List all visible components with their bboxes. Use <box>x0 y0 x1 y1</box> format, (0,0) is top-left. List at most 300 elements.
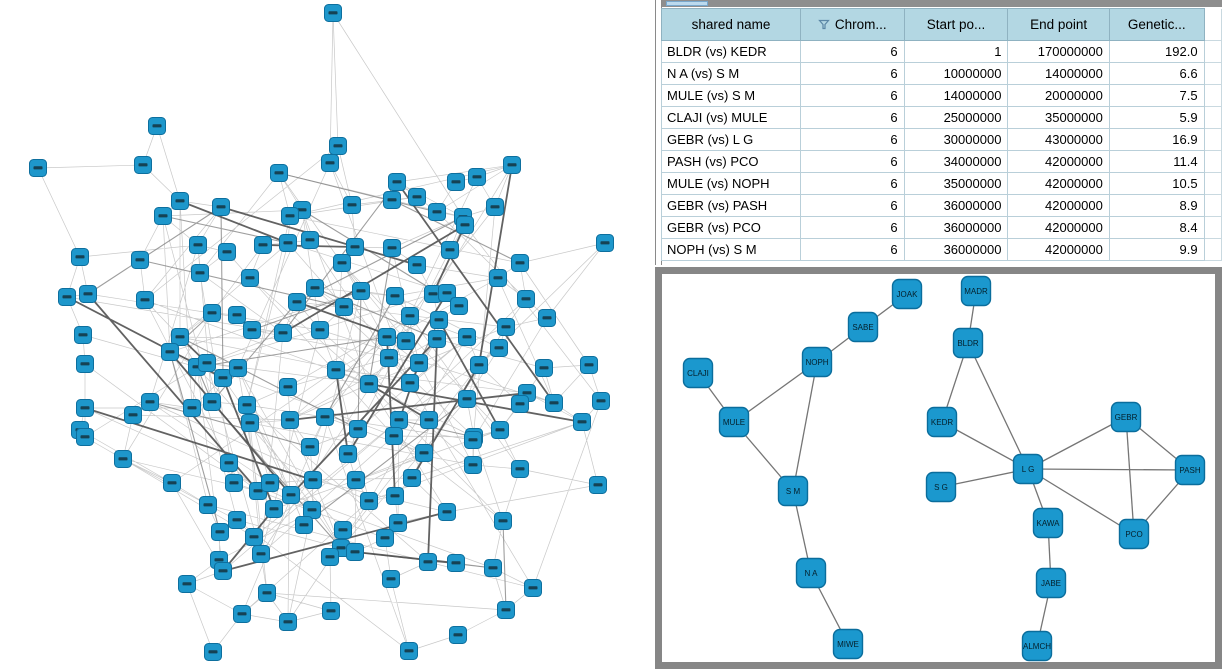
network-node[interactable] <box>450 627 467 644</box>
node-label-smudge <box>597 399 606 402</box>
node-label-smudge <box>159 214 168 217</box>
node-label-smudge <box>406 314 415 317</box>
network-node[interactable] <box>323 603 340 620</box>
cell-value[interactable]: 170000000 <box>1008 41 1109 63</box>
network-node[interactable] <box>305 472 322 489</box>
network-node[interactable] <box>149 118 166 135</box>
network-node[interactable] <box>330 138 347 155</box>
node-label-smudge <box>321 415 330 418</box>
cell-value[interactable]: 42000000 <box>1008 151 1109 173</box>
network-node[interactable] <box>322 549 339 566</box>
node-label-smudge <box>391 294 400 297</box>
table-row[interactable] <box>662 151 1222 173</box>
network-node[interactable] <box>384 192 401 209</box>
network-node[interactable] <box>242 415 259 432</box>
network-node[interactable] <box>431 312 448 329</box>
cell-value[interactable]: 6 <box>801 129 905 151</box>
network-node[interactable] <box>282 208 299 225</box>
table-row[interactable] <box>662 173 1222 195</box>
node-label: KEDR <box>930 418 954 427</box>
cell-value[interactable]: 6.6 <box>1109 63 1204 85</box>
node-label-smudge <box>429 292 438 295</box>
network-node[interactable] <box>546 395 563 412</box>
network-node[interactable] <box>485 560 502 577</box>
node-label-smudge <box>473 175 482 178</box>
network-node[interactable] <box>280 235 297 252</box>
cell-shared-name[interactable]: MULE (vs) S M <box>662 85 801 107</box>
cell-value[interactable]: 7.5 <box>1109 85 1204 107</box>
mini-node-gebr[interactable] <box>1112 403 1141 432</box>
network-node[interactable] <box>390 515 407 532</box>
network-node[interactable] <box>135 157 152 174</box>
network-node[interactable] <box>448 174 465 191</box>
network-node[interactable] <box>271 165 288 182</box>
network-node[interactable] <box>172 193 189 210</box>
network-node[interactable] <box>212 524 229 541</box>
cell-shared-name[interactable]: GEBR (vs) PCO <box>662 217 801 239</box>
mini-node-l-g[interactable] <box>1014 455 1043 484</box>
column-header-label: Genetic... <box>1127 17 1186 32</box>
network-node[interactable] <box>361 493 378 510</box>
mini-edge-LG-PASH[interactable] <box>1028 469 1190 470</box>
network-node[interactable] <box>381 350 398 367</box>
cell-value[interactable]: 30000000 <box>904 129 1008 151</box>
network-node[interactable] <box>459 329 476 346</box>
mini-node-claji[interactable] <box>684 359 713 388</box>
cell-value[interactable]: 10.5 <box>1109 173 1204 195</box>
mini-node-madr[interactable] <box>962 277 991 306</box>
network-node[interactable] <box>402 308 419 325</box>
network-node[interactable] <box>229 307 246 324</box>
cell-shared-name[interactable]: CLAJI (vs) MULE <box>662 107 801 129</box>
mini-node-joak[interactable] <box>893 280 922 309</box>
edge-attribute-table <box>661 8 1222 261</box>
network-node[interactable] <box>442 242 459 259</box>
network-node[interactable] <box>409 257 426 274</box>
node-label: PASH <box>1179 466 1201 475</box>
network-node[interactable] <box>317 409 334 426</box>
node-label-smudge <box>326 161 335 164</box>
network-node[interactable] <box>75 327 92 344</box>
network-node[interactable] <box>213 199 230 216</box>
network-node[interactable] <box>253 546 270 563</box>
network-node[interactable] <box>307 280 324 297</box>
cell-value[interactable]: 14000000 <box>904 85 1008 107</box>
network-node[interactable] <box>296 517 313 534</box>
network-node[interactable] <box>242 270 259 287</box>
cell-value[interactable]: 14000000 <box>1008 63 1109 85</box>
network-node[interactable] <box>334 255 351 272</box>
network-node[interactable] <box>487 199 504 216</box>
cell-value[interactable]: 10000000 <box>904 63 1008 85</box>
network-node[interactable] <box>379 329 396 346</box>
cell-shared-name[interactable]: PASH (vs) PCO <box>662 151 801 173</box>
node-label-smudge <box>266 481 275 484</box>
network-node[interactable] <box>283 487 300 504</box>
node-label-smudge <box>348 203 357 206</box>
column-header-start-po---[interactable] <box>904 9 1008 41</box>
network-node[interactable] <box>498 319 515 336</box>
network-node[interactable] <box>421 412 438 429</box>
cell-value[interactable]: 6 <box>801 239 905 261</box>
network-node[interactable] <box>448 555 465 572</box>
node-label-smudge <box>489 566 498 569</box>
mini-node-noph[interactable] <box>803 348 832 377</box>
cell-value[interactable]: 8.9 <box>1109 195 1204 217</box>
node-label-smudge <box>455 304 464 307</box>
network-node[interactable] <box>518 291 535 308</box>
network-node[interactable] <box>179 576 196 593</box>
network-node[interactable] <box>142 394 159 411</box>
network-node[interactable] <box>340 446 357 463</box>
network-node[interactable] <box>72 249 89 266</box>
network-node[interactable] <box>386 428 403 445</box>
network-node[interactable] <box>387 288 404 305</box>
network-node[interactable] <box>244 322 261 339</box>
node-label: SABE <box>852 323 874 332</box>
network-node[interactable] <box>490 270 507 287</box>
network-node[interactable] <box>512 396 529 413</box>
column-header-label: Start po... <box>926 17 986 32</box>
mini-node-kawa[interactable] <box>1034 509 1063 538</box>
network-node[interactable] <box>491 340 508 357</box>
node-label-smudge <box>219 569 228 572</box>
node-label-smudge <box>390 434 399 437</box>
node-label-smudge <box>254 489 263 492</box>
network-node[interactable] <box>289 294 306 311</box>
network-node[interactable] <box>353 283 370 300</box>
network-node[interactable] <box>80 286 97 303</box>
mini-node-jabe[interactable] <box>1037 569 1066 598</box>
mini-node-miwe[interactable] <box>834 630 863 659</box>
network-node[interactable] <box>204 394 221 411</box>
node-label-smudge <box>300 523 309 526</box>
mini-node-bldr[interactable] <box>954 329 983 358</box>
network-node[interactable] <box>266 501 283 518</box>
network-node[interactable] <box>465 432 482 449</box>
node-label-smudge <box>543 316 552 319</box>
cell-value[interactable]: 42000000 <box>1008 217 1109 239</box>
node-label-smudge <box>550 401 559 404</box>
network-node[interactable] <box>429 331 446 348</box>
network-node[interactable] <box>512 255 529 272</box>
cell-value[interactable]: 16.9 <box>1109 129 1204 151</box>
network-node[interactable] <box>347 239 364 256</box>
node-label-smudge <box>326 555 335 558</box>
table-row[interactable] <box>662 129 1222 151</box>
cell-value[interactable]: 36000000 <box>904 239 1008 261</box>
network-node[interactable] <box>350 421 367 438</box>
cell-value[interactable]: 6 <box>801 41 905 63</box>
mini-node-pco[interactable] <box>1120 520 1149 549</box>
mini-node-sabe[interactable] <box>849 313 878 342</box>
node-label-smudge <box>263 591 272 594</box>
node-label-smudge <box>491 205 500 208</box>
cell-value[interactable]: 6 <box>801 173 905 195</box>
cell-value[interactable]: 6 <box>801 85 905 107</box>
node-label-smudge <box>306 445 315 448</box>
network-node[interactable] <box>184 400 201 417</box>
node-label-smudge <box>284 385 293 388</box>
network-node[interactable] <box>391 412 408 429</box>
cell-value[interactable]: 11.4 <box>1109 151 1204 173</box>
network-node[interactable] <box>200 497 217 514</box>
network-node[interactable] <box>344 197 361 214</box>
network-node[interactable] <box>262 475 279 492</box>
table-row[interactable] <box>662 217 1222 239</box>
network-node[interactable] <box>495 513 512 530</box>
node-label-smudge <box>225 461 234 464</box>
network-node[interactable] <box>215 370 232 387</box>
network-node[interactable] <box>574 414 591 431</box>
network-node[interactable] <box>539 310 556 327</box>
network-node[interactable] <box>377 530 394 547</box>
network-node[interactable] <box>280 379 297 396</box>
network-node[interactable] <box>226 475 243 492</box>
network-node[interactable] <box>192 265 209 282</box>
column-header-end-point[interactable] <box>1008 9 1109 41</box>
network-node[interactable] <box>328 362 345 379</box>
node-label-smudge <box>415 361 424 364</box>
network-node[interactable] <box>59 289 76 306</box>
mini-node-mule[interactable] <box>720 408 749 437</box>
network-node[interactable] <box>259 585 276 602</box>
table-right-sliver <box>1204 9 1221 41</box>
network-node[interactable] <box>389 174 406 191</box>
network-node[interactable] <box>504 157 521 174</box>
network-node[interactable] <box>312 322 329 339</box>
network-node[interactable] <box>246 529 263 546</box>
table-panel-top-strip <box>655 0 1222 7</box>
filtered-network-graph <box>662 274 1215 662</box>
node-label-smudge <box>146 400 155 403</box>
cell-value[interactable]: 25000000 <box>904 107 1008 129</box>
node-label-smudge <box>238 612 247 615</box>
column-header-shared-name[interactable] <box>662 9 801 41</box>
network-node[interactable] <box>325 5 342 22</box>
cell-shared-name[interactable]: NOPH (vs) S M <box>662 239 801 261</box>
network-node[interactable] <box>280 614 297 631</box>
network-node[interactable] <box>164 475 181 492</box>
network-node[interactable] <box>492 422 509 439</box>
network-node[interactable] <box>398 333 415 350</box>
network-node[interactable] <box>172 329 189 346</box>
network-node[interactable] <box>581 357 598 374</box>
network-node[interactable] <box>219 244 236 261</box>
node-label-smudge <box>452 180 461 183</box>
table-row[interactable] <box>662 239 1222 261</box>
node-label-smudge <box>499 519 508 522</box>
network-node[interactable] <box>525 580 542 597</box>
node-label-smudge <box>293 300 302 303</box>
cell-value[interactable]: 35000000 <box>1008 107 1109 129</box>
node-label-smudge <box>354 427 363 430</box>
network-node[interactable] <box>416 445 433 462</box>
node-label: PCO <box>1125 530 1143 539</box>
node-label-smudge <box>495 346 504 349</box>
column-header-chrom---[interactable] <box>801 9 905 41</box>
cell-shared-name[interactable]: BLDR (vs) KEDR <box>662 41 801 63</box>
cell-shared-name[interactable]: N A (vs) S M <box>662 63 801 85</box>
cell-value[interactable]: 6 <box>801 151 905 173</box>
network-node[interactable] <box>471 357 488 374</box>
mini-node-s-m[interactable] <box>779 477 808 506</box>
cell-value[interactable]: 36000000 <box>904 195 1008 217</box>
network-node[interactable] <box>451 298 468 315</box>
network-node[interactable] <box>593 393 610 410</box>
cell-value[interactable]: 8.4 <box>1109 217 1204 239</box>
network-node[interactable] <box>498 602 515 619</box>
network-node[interactable] <box>229 512 246 529</box>
network-node[interactable] <box>190 237 207 254</box>
cell-value[interactable]: 6 <box>801 107 905 129</box>
table-row[interactable] <box>662 85 1222 107</box>
network-node[interactable] <box>275 325 292 342</box>
network-node[interactable] <box>221 455 238 472</box>
table-row[interactable] <box>662 63 1222 85</box>
network-node[interactable] <box>234 606 251 623</box>
node-label-smudge <box>413 263 422 266</box>
network-node[interactable] <box>361 376 378 393</box>
network-node[interactable] <box>348 472 365 489</box>
table-right-sliver <box>1204 107 1221 129</box>
cell-shared-name[interactable]: GEBR (vs) L G <box>662 129 801 151</box>
network-node[interactable] <box>155 208 172 225</box>
network-node[interactable] <box>409 189 426 206</box>
network-node[interactable] <box>162 344 179 361</box>
network-node[interactable] <box>469 169 486 186</box>
node-label-smudge <box>383 335 392 338</box>
node-label: KAWA <box>1036 519 1060 528</box>
cell-value[interactable]: 1 <box>904 41 1008 63</box>
network-node[interactable] <box>215 563 232 580</box>
cell-value[interactable]: 20000000 <box>1008 85 1109 107</box>
cell-value[interactable]: 42000000 <box>1008 173 1109 195</box>
cell-shared-name[interactable]: MULE (vs) NOPH <box>662 173 801 195</box>
node-label: JABE <box>1040 579 1062 588</box>
network-node[interactable] <box>347 544 364 561</box>
node-label-smudge <box>219 376 228 379</box>
network-node[interactable] <box>199 355 216 372</box>
cell-value[interactable]: 43000000 <box>1008 129 1109 151</box>
mini-node-n-a[interactable] <box>797 559 826 588</box>
column-header-genetic---[interactable] <box>1109 9 1204 41</box>
node-label-smudge <box>204 503 213 506</box>
node-label: L G <box>1021 465 1035 474</box>
cell-value[interactable]: 42000000 <box>1008 239 1109 261</box>
network-node[interactable] <box>205 644 222 661</box>
network-node[interactable] <box>132 252 149 269</box>
node-label: ALMCH <box>1022 642 1052 651</box>
network-node[interactable] <box>302 439 319 456</box>
cell-value[interactable]: 36000000 <box>904 217 1008 239</box>
cell-value[interactable]: 6 <box>801 217 905 239</box>
cell-value[interactable]: 6 <box>801 195 905 217</box>
network-node[interactable] <box>239 397 256 414</box>
network-node[interactable] <box>383 571 400 588</box>
node-label-smudge <box>329 11 338 14</box>
network-node[interactable] <box>420 554 437 571</box>
node-label-smudge <box>203 361 212 364</box>
mini-node-pash[interactable] <box>1176 456 1205 485</box>
network-node[interactable] <box>439 504 456 521</box>
table-row[interactable] <box>662 195 1222 217</box>
column-header-label: shared name <box>691 17 771 32</box>
network-node[interactable] <box>336 299 353 316</box>
network-node[interactable] <box>304 502 321 519</box>
table-row[interactable] <box>662 107 1222 129</box>
node-label-smudge <box>306 238 315 241</box>
node-label-smudge <box>387 577 396 580</box>
cell-shared-name[interactable]: GEBR (vs) PASH <box>662 195 801 217</box>
network-node[interactable] <box>512 461 529 478</box>
node-label: MADR <box>964 287 988 296</box>
mini-node-kedr[interactable] <box>928 408 957 437</box>
node-label-smudge <box>223 250 232 253</box>
cell-value[interactable]: 34000000 <box>904 151 1008 173</box>
network-node[interactable] <box>457 217 474 234</box>
network-node[interactable] <box>230 360 247 377</box>
network-node[interactable] <box>536 360 553 377</box>
network-node[interactable] <box>459 391 476 408</box>
mini-edge-NOPH-SM[interactable] <box>793 362 817 491</box>
network-node[interactable] <box>137 292 154 309</box>
network-node[interactable] <box>401 643 418 660</box>
cell-value[interactable]: 5.9 <box>1109 107 1204 129</box>
network-node[interactable] <box>77 400 94 417</box>
node-label-smudge <box>129 413 138 416</box>
network-node[interactable] <box>387 488 404 505</box>
network-node[interactable] <box>590 477 607 494</box>
network-node[interactable] <box>30 160 47 177</box>
table-scroll-tab[interactable] <box>666 1 708 6</box>
network-node[interactable] <box>204 305 221 322</box>
network-node[interactable] <box>282 412 299 429</box>
network-node[interactable] <box>302 232 319 249</box>
network-node[interactable] <box>465 457 482 474</box>
cell-value[interactable]: 42000000 <box>1008 195 1109 217</box>
node-label-smudge <box>463 335 472 338</box>
network-node[interactable] <box>115 451 132 468</box>
node-label-smudge <box>176 335 185 338</box>
network-node[interactable] <box>335 522 352 539</box>
table-row[interactable] <box>662 41 1222 63</box>
network-node[interactable] <box>384 240 401 257</box>
mini-node-almch[interactable] <box>1023 632 1052 661</box>
mini-node-s-g[interactable] <box>927 473 956 502</box>
network-node[interactable] <box>255 237 272 254</box>
network-node[interactable] <box>322 155 339 172</box>
filtered-network-panel[interactable] <box>655 267 1222 669</box>
network-node[interactable] <box>77 429 94 446</box>
network-node[interactable] <box>125 407 142 424</box>
node-label-smudge <box>425 418 434 421</box>
network-node[interactable] <box>402 375 419 392</box>
cell-value[interactable]: 9.9 <box>1109 239 1204 261</box>
network-node[interactable] <box>404 470 421 487</box>
cell-value[interactable]: 192.0 <box>1109 41 1204 63</box>
network-node[interactable] <box>411 355 428 372</box>
node-label: JOAK <box>896 290 918 299</box>
cell-value[interactable]: 6 <box>801 63 905 85</box>
network-node[interactable] <box>429 204 446 221</box>
network-node[interactable] <box>77 356 94 373</box>
network-node[interactable] <box>597 235 614 252</box>
mini-edge-BLDR-LG[interactable] <box>968 343 1028 469</box>
mini-edge-GEBR-PCO[interactable] <box>1126 417 1134 534</box>
cell-value[interactable]: 35000000 <box>904 173 1008 195</box>
node-label: GEBR <box>1114 413 1138 422</box>
